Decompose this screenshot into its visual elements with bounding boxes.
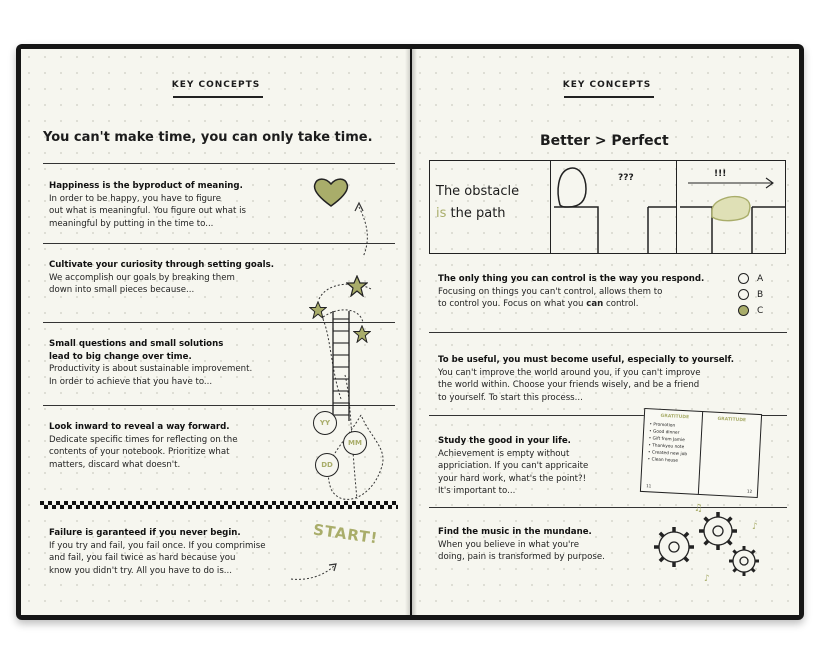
ladder-icon bbox=[328, 311, 354, 421]
concept-block-look-inward bbox=[49, 421, 299, 471]
svg-text:♪: ♪ bbox=[752, 522, 758, 532]
concept-block-music bbox=[438, 526, 653, 564]
comic-panel-title bbox=[430, 161, 551, 253]
concept-desc: You can't improve the world around you, if you can't improve the world within. Choose your friends wisely, and be a friend to yourself. To start this process... bbox=[438, 367, 701, 403]
page-number: 12 bbox=[746, 488, 753, 494]
concept-desc: If you try and fail, you fail once. If you comprimise and fail, you fail twice as hard because you know you didn't try. All you have to do is... bbox=[49, 540, 266, 576]
concept-title: To be useful, you must become useful, especially to yourself. bbox=[438, 355, 735, 365]
concept-block-gratitude bbox=[438, 435, 638, 498]
book-gutter bbox=[405, 49, 417, 615]
right-header-underline bbox=[564, 96, 654, 98]
gears-icon bbox=[648, 501, 768, 585]
page-number: 11 bbox=[646, 483, 652, 489]
svg-text:♪: ♪ bbox=[704, 574, 710, 584]
comic-caption bbox=[436, 181, 519, 225]
concept-desc: Achievement is empty without appriciation. If you can't appricaite your hard work, what's the point?! It's important to... bbox=[438, 448, 589, 496]
gratitude-list: • Promotion • Good dinner • Gift from Jamie • Thankyou note • Created new job • Clean house bbox=[647, 422, 688, 464]
left-headline: You can't make time, you can only take time. bbox=[43, 130, 373, 145]
star-icon bbox=[353, 325, 371, 343]
concept-desc: When you believe in what you're doing, pain is transformed by purpose. bbox=[438, 539, 605, 562]
answer-options bbox=[738, 273, 763, 321]
divider bbox=[429, 332, 787, 333]
divider bbox=[43, 163, 395, 164]
option-a[interactable]: A bbox=[738, 273, 763, 289]
left-page bbox=[21, 49, 410, 615]
left-page-header: KEY CONCEPTS bbox=[171, 80, 261, 90]
option-b[interactable]: B bbox=[738, 289, 763, 305]
caption-line: the path bbox=[446, 206, 506, 221]
concept-title: Study the good in your life. bbox=[438, 436, 571, 446]
notebook-title: GRATITUDE bbox=[717, 416, 747, 424]
concept-desc: Dedicate specific times for reflecting on the contents of your notebook. Prioritize what matters, discard what doesn't. bbox=[49, 434, 238, 470]
concept-block-small-questions bbox=[49, 338, 299, 388]
month-bubble: MM bbox=[343, 431, 367, 455]
left-header-underline bbox=[173, 96, 263, 98]
option-c[interactable]: C bbox=[738, 305, 763, 321]
bridge-drawing bbox=[678, 161, 785, 253]
concept-title: Find the music in the mundane. bbox=[438, 527, 592, 537]
right-page-header: KEY CONCEPTS bbox=[562, 80, 652, 90]
concept-block-meaning bbox=[49, 180, 299, 230]
start-label: START! bbox=[312, 520, 380, 548]
day-bubble: DD bbox=[315, 453, 339, 477]
concept-block-control: The only thing you can control is the way you respond. Focusing on things you can't control, allows them to to control you. Focus on what you can control. bbox=[438, 273, 728, 311]
concept-title: The only thing you can control is the way you respond. bbox=[438, 274, 705, 284]
concept-title: Small questions and small solutions lead to big change over time. bbox=[49, 339, 224, 362]
caption-line: The obstacle bbox=[436, 184, 520, 199]
gratitude-notebook-doodle bbox=[640, 408, 762, 498]
right-page bbox=[412, 49, 799, 615]
comic-panel-obstacle bbox=[552, 161, 677, 253]
comic-strip bbox=[429, 160, 786, 254]
year-bubble: YY bbox=[313, 411, 337, 435]
right-headline: Better > Perfect bbox=[540, 133, 669, 149]
concept-title: Failure is garanteed if you never begin. bbox=[49, 528, 241, 538]
caption-accent: is bbox=[436, 206, 447, 221]
concept-block-useful bbox=[438, 354, 783, 404]
concept-block-failure bbox=[49, 527, 319, 577]
concept-title: Look inward to reveal a way forward. bbox=[49, 422, 230, 432]
concept-desc: Focusing on things you can't control, allows them to to control you. Focus on what you bbox=[438, 286, 663, 309]
star-icon bbox=[346, 275, 368, 297]
concept-title: Happiness is the byproduct of meaning. bbox=[49, 181, 243, 191]
concept-title: Cultivate your curiosity through setting goals. bbox=[49, 260, 274, 270]
concept-desc: Productivity is about sustainable improvement. In order to achieve that you have to... bbox=[49, 364, 253, 387]
comic-exclamation-marks: !!! bbox=[714, 169, 727, 179]
star-icon bbox=[309, 301, 327, 319]
concept-block-curiosity bbox=[49, 259, 299, 297]
comic-question-marks: ??? bbox=[618, 173, 634, 183]
concept-desc: In order to be happy, you have to figure out what is meaningful. You figure out what is meaningful by putting in the time to... bbox=[49, 193, 246, 229]
comic-panel-bridge bbox=[678, 161, 785, 253]
notebook-title: GRATITUDE bbox=[660, 413, 690, 421]
concept-desc: We accomplish our goals by breaking them down into small pieces because... bbox=[49, 272, 235, 295]
svg-text:♫: ♫ bbox=[694, 503, 703, 514]
arrow-doodle bbox=[289, 559, 339, 583]
obstacle-drawing bbox=[552, 161, 676, 253]
